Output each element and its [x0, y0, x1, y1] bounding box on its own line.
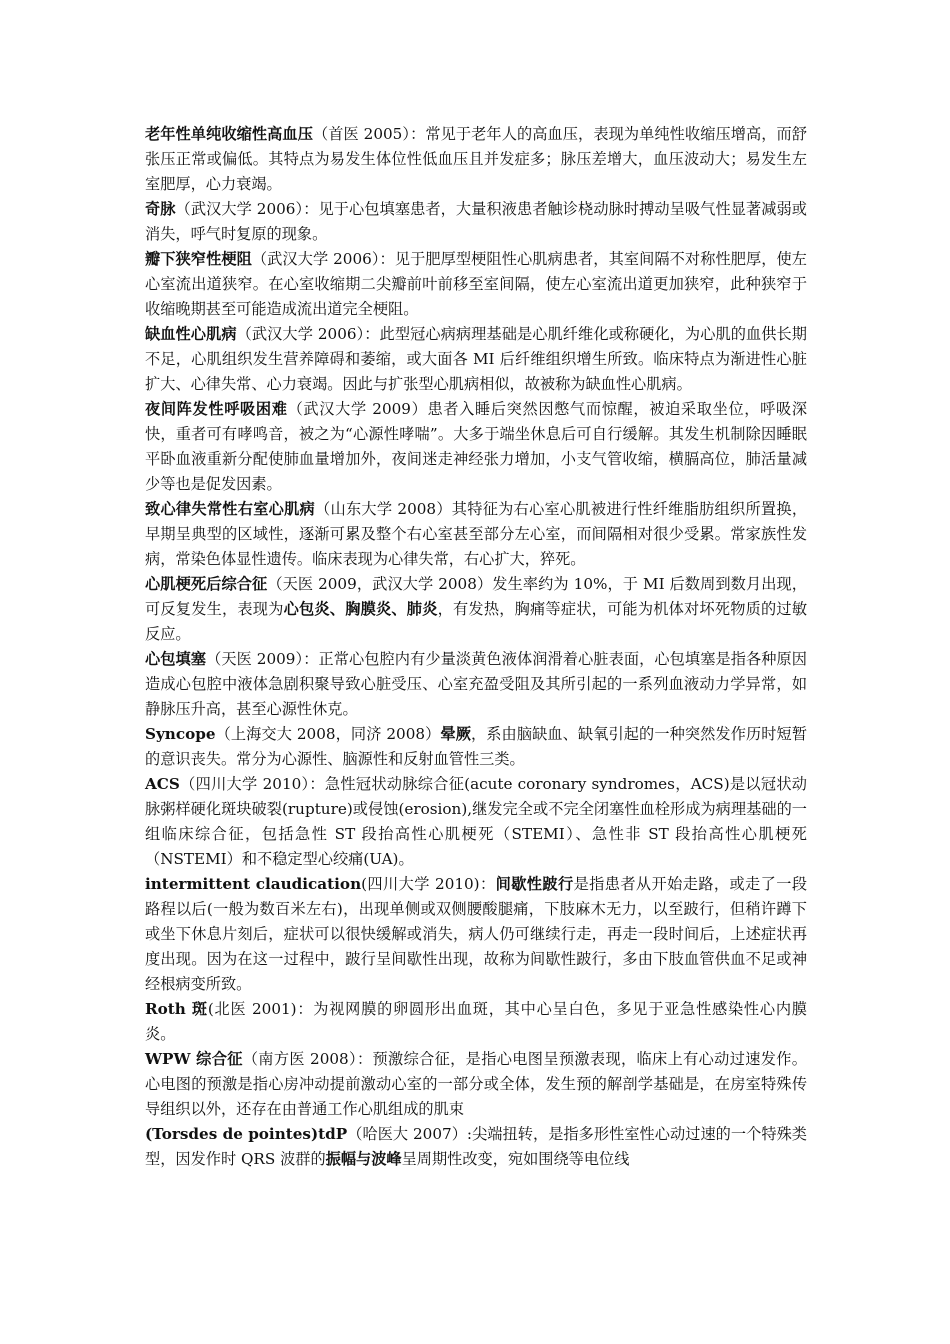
entry-definition-cont: 呈周期性改变，宛如围绕等电位线 [401, 1150, 630, 1168]
entry-paragraph [145, 397, 807, 497]
entry-paragraph [145, 122, 807, 197]
entry-emphasis: 晕厥 [440, 725, 471, 743]
entry-definition: （山东大学 2008）其特征为右心室心肌被进行性纤维脂肪组织所置换，早期呈典型的区域性，逐渐可累及整个右心室甚至部分左心室，而间隔相对很少受累。常家族性发病，常染色体显性遗传。临床表现为心律失常，右心扩大，猝死。 [145, 500, 808, 568]
document-body [145, 122, 807, 1172]
entry-term: 缺血性心肌病 [145, 325, 237, 343]
entry-emphasis: 心包炎、胸膜炎、肺炎 [283, 600, 438, 618]
entry-paragraph [145, 722, 807, 772]
entry-definition: （武汉大学 2006）：此型冠心病病理基础是心肌纤维化或称硬化，为心肌的血供长期不足，心肌组织发生营养障碍和萎缩，或大面各 MI 后纤维组织增生所致。临床特点为渐进性心脏扩大、心律失常、心力衰竭。因此与扩张型心肌病相似，故被称为缺血性心肌病。 [145, 325, 807, 393]
entry-definition-cont: ，系由脑缺血、缺氧引起的一种突然发作历时短暂的意识丧失。常分为心源性、脑源性和反射血管性三类。 [145, 725, 808, 768]
entry-paragraph [145, 1047, 807, 1122]
entry-term: 心包填塞 [145, 650, 207, 668]
entry-emphasis: 振幅与波峰 [325, 1150, 402, 1168]
entry-definition: (四川大学 2010)： [361, 875, 496, 893]
entry-term: Roth 斑 [145, 1000, 208, 1018]
entry-term: 夜间阵发性呼吸困难 [145, 400, 288, 418]
entry-term: intermittent claudication [145, 875, 362, 893]
entry-term: ACS [145, 775, 180, 793]
entry-definition: （四川大学 2010）：急性冠状动脉综合征(acute coronary syndromes，ACS)是以冠状动脉粥样硬化斑块破裂(rupture)或侵蚀(erosion),继发完全或不完全闭塞性血栓形成为病理基础的一组临床综合征，包括急性 ST 段抬高性心肌梗死（STEMI）、急性非 ST 段抬高性心肌梗死（NSTEMI）和不稳定型心绞痛(UA)。 [145, 775, 807, 868]
entry-definition: （武汉大学 2006）：见于心包填塞患者，大量积液患者触诊桡动脉时搏动呈吸气性显著减弱或消失，呼气时复原的现象。 [145, 200, 807, 243]
entry-term: 瓣下狭窄性梗阻 [145, 250, 252, 268]
entry-term: Syncope [145, 725, 216, 743]
entry-definition-cont: ，有发热，胸痛等症状，可能为机体对坏死物质的过敏反应。 [145, 600, 808, 643]
entry-term: 奇脉 [145, 200, 176, 218]
entry-term: 致心律失常性右室心肌病 [145, 500, 316, 518]
entry-paragraph [145, 497, 807, 572]
entry-definition: （天医 2009，武汉大学 2008）发生率约为 10%，于 MI 后数周到数月出现，可反复发生，表现为 [145, 575, 807, 618]
entry-term: 老年性单纯收缩性高血压 [145, 125, 313, 143]
entry-definition: （上海交大 2008，同济 2008） [215, 725, 441, 743]
entry-definition: （首医 2005）：常见于老年人的高血压，表现为单纯性收缩压增高，而舒张压正常或偏低。其特点为易发生体位性低血压且并发症多；脉压差增大，血压波动大；易发生左室肥厚，心力衰竭。 [145, 125, 807, 193]
entry-definition: （天医 2009）：正常心包腔内有少量淡黄色液体润滑着心脏表面，心包填塞是指各种原因造成心包腔中液体急剧积聚导致心脏受压、心室充盈受阻及其所引起的一系列血液动力学异常，如静脉压升高，甚至心源性休克。 [145, 650, 807, 718]
entry-definition: （南方医 2008）：预激综合征，是指心电图呈预激表现，临床上有心动过速发作。心电图的预激是指心房冲动提前激动心室的一部分或全体，发生预的解剖学基础是，在房室特殊传导组织以外，还存在由普通工作心肌组成的肌束 [145, 1050, 807, 1118]
entry-definition: （武汉大学 2009）患者入睡后突然因憋气而惊醒，被迫采取坐位，呼吸深快，重者可有哮鸣音，被之为“心源性哮喘”。大多于端坐休息后可自行缓解。其发生机制除因睡眠平卧血液重新分配使肺血量增加外，夜间迷走神经张力增加，小支气管收缩，横膈高位，肺活量减少等也是促发因素。 [145, 400, 808, 493]
entry-term: WPW 综合征 [145, 1050, 243, 1068]
entry-paragraph [145, 572, 807, 647]
entry-paragraph [145, 872, 807, 997]
entry-paragraph [145, 647, 807, 722]
entry-paragraph [145, 247, 807, 322]
entry-definition: （武汉大学 2006）：见于肥厚型梗阻性心肌病患者，其室间隔不对称性肥厚，使左心室流出道狭窄。在心室收缩期二尖瓣前叶前移至室间隔，使左心室流出道更加狭窄，此种狭窄于收缩晚期甚至可能造成流出道完全梗阻。 [145, 250, 807, 318]
entry-term: (Torsdes de pointes)tdP [145, 1125, 348, 1143]
entry-paragraph [145, 1122, 807, 1172]
entry-emphasis: 间歇性跛行 [495, 875, 574, 893]
entry-paragraph [145, 772, 807, 872]
entry-term: 心肌梗死后综合征 [145, 575, 268, 593]
entry-definition: （哈医大 2007）:尖端扭转，是指多形性室性心动过速的一个特殊类型，因发作时 QRS 波群的 [145, 1125, 807, 1168]
entry-paragraph [145, 197, 807, 247]
entry-definition: (北医 2001)：为视网膜的卵圆形出血斑，其中心呈白色，多见于亚急性感染性心内膜炎。 [145, 1000, 807, 1043]
entry-paragraph [145, 322, 807, 397]
entry-paragraph [145, 997, 807, 1047]
entry-definition-cont: 是指患者从开始走路，或走了一段路程以后(一般为数百米左右)，出现单侧或双侧腰酸腿痛，下肢麻木无力，以至跛行，但稍许蹲下或坐下休息片刻后，症状可以很快缓解或消失，病人仍可继续行走，再走一段时间后，上述症状再度出现。因为在这一过程中，跛行呈间歇性出现，故称为间歇性跛行，多由下肢血管供血不足或神经根病变所致。 [145, 875, 808, 993]
